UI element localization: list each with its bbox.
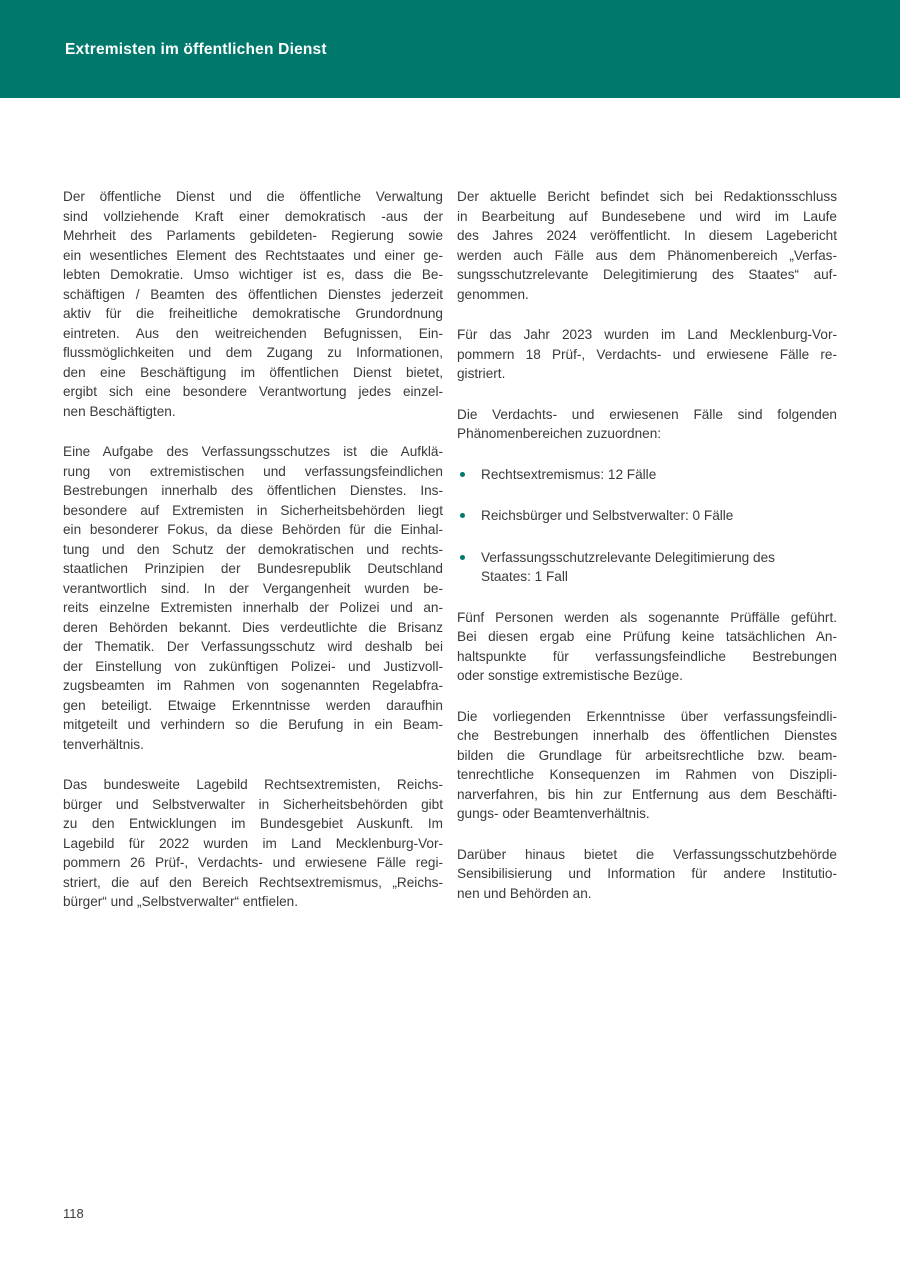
paragraph-line: eintreten. Aus den weitreichenden Befugnissen, Ein- (63, 325, 443, 341)
paragraph-line: aktiv für die freiheitliche demokratische Grundordnung (63, 306, 443, 321)
bullet-dot-icon (460, 555, 465, 560)
paragraph-line: Fünf Personen werden als sogenannte Prüffälle geführt. (457, 609, 837, 625)
paragraph-line: staatlichen Prinzipien der Bundesrepublik Deutschland (63, 561, 443, 576)
paragraph-line: rung von extremistischen und verfassungsfeindlichen (63, 463, 443, 479)
bullet-line: Rechtsextremismus: 12 Fälle (481, 466, 657, 482)
paragraph-line: Lagebild für 2022 wurden im Land Mecklenburg-Vor- (63, 835, 443, 851)
bullet-item (457, 548, 837, 587)
paragraph (63, 187, 443, 421)
bullet-line: Staates: 1 Fall (481, 569, 568, 584)
paragraph-line: tenrechtliche Konsequenzen im Rahmen von Diszipli- (457, 767, 837, 782)
paragraph (457, 608, 837, 686)
paragraph-line: nen Beschäftigten. (63, 403, 176, 419)
paragraph (457, 707, 837, 824)
paragraph-line: verantwortlich sind. In der Vergangenheit wurden be- (63, 580, 443, 596)
paragraph-line: des Jahres 2024 veröffentlicht. In diesem Lagebericht (457, 228, 837, 243)
paragraph-line: che Bestrebungen innerhalb des öffentlichen Dienstes (457, 728, 837, 743)
paragraph-line: narverfahren, bis hin zur Entfernung aus dem Beschäfti- (457, 786, 837, 802)
paragraph-line: bilden die Grundlage für arbeitsrechtliche bzw. beam- (457, 747, 837, 763)
paragraph-line: besondere auf Extremisten in Sicherheitsbehörden liegt (63, 502, 443, 518)
paragraph-line: gen beteiligt. Etwaige Erkenntnisse werden daraufhin (63, 697, 443, 713)
bullet-item (457, 465, 837, 485)
paragraph-line: Der öffentliche Dienst und die öffentliche Verwaltung (63, 189, 443, 204)
paragraph-line: bürger“ und „Selbstverwalter“ entfielen. (63, 894, 298, 909)
paragraph-line: pommern 18 Prüf-, Verdachts- und erwiesene Fälle re- (457, 346, 837, 362)
paragraph-line: oder sonstige extremistische Bezüge. (457, 668, 683, 683)
paragraph-line: Der aktuelle Bericht befindet sich bei Redaktionsschluss (457, 189, 837, 204)
column-left (63, 187, 443, 933)
paragraph-line: Eine Aufgabe des Verfassungsschutzes ist die Aufklä- (63, 444, 443, 459)
paragraph-line: flussmöglichkeiten und dem Zugang zu Informationen, (63, 345, 443, 360)
body-content (63, 187, 837, 933)
paragraph-line: striert, die auf den Bereich Rechtsextremismus, „Reichs- (63, 874, 443, 890)
paragraph (457, 845, 837, 904)
paragraph-line: mitgeteilt und verhindern so die Berufung in ein Beam- (63, 717, 443, 732)
bullet-item (457, 506, 837, 526)
paragraph-line: bürger und Selbstverwalter in Sicherheitsbehörden gibt (63, 796, 443, 812)
paragraph-line: Mehrheit des Parlaments gebildeten- Regierung sowie (63, 228, 443, 243)
bullet-line: Verfassungsschutzrelevante Delegitimierung des (481, 549, 775, 565)
paragraph-line: Das bundesweite Lagebild Rechtsextremisten, Reichs- (63, 777, 443, 792)
paragraph-line: der Einstellung von zukünftigen Polizei- und Justizvoll- (63, 658, 443, 674)
paragraph-line: deren Behörden bekannt. Dies verdeutlichte die Brisanz (63, 619, 443, 635)
paragraph-line: den eine Beschäftigung im öffentlichen Dienst bietet, (63, 364, 443, 380)
paragraph (457, 325, 837, 384)
paragraph-line: zu den Entwicklungen im Bundesgebiet Auskunft. Im (63, 816, 443, 831)
paragraph-line: Darüber hinaus bietet die Verfassungsschutzbehörde (457, 846, 837, 862)
paragraph-line: Phänomenbereichen zuzuordnen: (457, 426, 662, 441)
paragraph-line: haltspunkte für verfassungsfeindliche Bestrebungen (457, 648, 837, 664)
paragraph (457, 187, 837, 304)
paragraph-line: nen und Behörden an. (457, 885, 592, 901)
bullet-list (457, 465, 837, 587)
paragraph-line: pommern 26 Prüf-, Verdachts- und erwiesene Fälle regi- (63, 855, 443, 870)
paragraph-line: ein besonderer Fokus, da diese Behörden für die Einhal- (63, 522, 443, 537)
page-title: Extremisten im öffentlichen Dienst (65, 41, 327, 58)
paragraph-line: Die Verdachts- und erwiesenen Fälle sind folgenden (457, 406, 837, 422)
paragraph (63, 442, 443, 754)
paragraph-line: gungs- oder Beamtenverhältnis. (457, 806, 650, 821)
page-number: 118 (63, 1206, 84, 1221)
header-band (0, 0, 900, 98)
paragraph (63, 775, 443, 912)
paragraph-line: Für das Jahr 2023 wurden im Land Mecklenburg-Vor- (457, 327, 837, 342)
paragraph-line: reits einzelne Extremisten innerhalb der Polizei und an- (63, 600, 443, 615)
paragraph-line: ergibt sich eine besondere Verantwortung jedes einzel- (63, 384, 443, 399)
paragraph-line: der Thematik. Der Verfassungsschutz wird deshalb bei (63, 639, 443, 654)
bullet-line: Reichsbürger und Selbstverwalter: 0 Fälle (481, 508, 734, 523)
paragraph-line: sungsschutzrelevante Delegitimierung des Staates“ auf- (457, 267, 837, 282)
paragraph-line: Die vorliegenden Erkenntnisse über verfassungsfeindli- (457, 708, 837, 724)
bullet-dot-icon (460, 472, 465, 477)
paragraph-line: zugsbeamten im Rahmen von sogenannten Regelabfra- (63, 678, 443, 693)
paragraph-line: sind vollziehende Kraft einer demokratisch -aus der (63, 208, 443, 224)
paragraph-line: Bestrebungen innerhalb des öffentlichen Dienstes. Ins- (63, 483, 443, 498)
paragraph (457, 405, 837, 444)
paragraph-line: tenverhältnis. (63, 736, 144, 752)
paragraph-line: werden auch Fälle aus dem Phänomenbereich „Verfas- (457, 247, 837, 263)
paragraph-line: Bei diesen ergab eine Prüfung keine tatsächlichen An- (457, 629, 837, 644)
column-right (457, 187, 837, 933)
bullet-text (481, 548, 837, 587)
bullet-text (481, 465, 837, 485)
paragraph-line: tung und den Schutz der demokratischen und rechts- (63, 541, 443, 557)
paragraph-line: genommen. (457, 286, 529, 302)
paragraph-line: schäftigen / Beamten des öffentlichen Dienstes jederzeit (63, 286, 443, 302)
paragraph-line: lebten Demokratie. Umso wichtiger ist es, dass die Be- (63, 267, 443, 282)
paragraph-line: in Bearbeitung auf Bundesebene und wird im Laufe (457, 208, 837, 224)
bullet-dot-icon (460, 513, 465, 518)
paragraph-line: ein wesentliches Element des Rechtstaates und einer ge- (63, 247, 443, 263)
paragraph-line: Sensibilisierung und Information für andere Institutio- (457, 866, 837, 881)
paragraph-line: gistriert. (457, 366, 506, 381)
bullet-text (481, 506, 837, 526)
